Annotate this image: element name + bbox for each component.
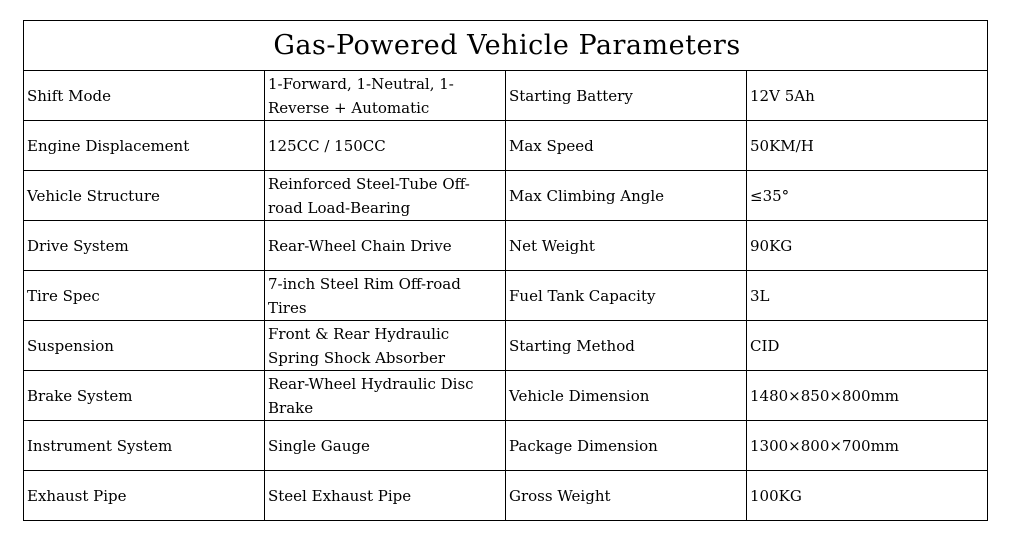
param-label-cell <box>24 421 265 471</box>
param-value-cell <box>747 71 988 121</box>
table-row <box>24 421 988 471</box>
param-value-cell-text: 50KM/H <box>750 136 814 155</box>
param-value-cell-text: Rear-Wheel Hydraulic Disc Brake <box>268 374 474 417</box>
param-label-cell-text: Shift Mode <box>27 86 111 105</box>
param-label-cell-text: Gross Weight <box>509 486 611 505</box>
param-value-cell <box>265 471 506 521</box>
param-value-cell <box>747 421 988 471</box>
param-value-cell-text: 1300×800×700mm <box>750 436 900 455</box>
param-label-cell <box>506 321 747 371</box>
table-row <box>24 71 988 121</box>
param-label-cell <box>506 121 747 171</box>
param-value-cell <box>265 421 506 471</box>
param-value-cell-text: Single Gauge <box>268 436 370 455</box>
param-value-cell <box>747 321 988 371</box>
param-label-cell-text: Drive System <box>27 236 129 255</box>
param-label-cell-text: Vehicle Structure <box>27 186 160 205</box>
table-row <box>24 121 988 171</box>
table-body <box>24 21 988 521</box>
table-row <box>24 271 988 321</box>
param-label-cell <box>24 471 265 521</box>
param-value-cell-text: 100KG <box>750 486 802 505</box>
param-value-cell <box>265 221 506 271</box>
param-value-cell <box>265 321 506 371</box>
param-label-cell <box>24 171 265 221</box>
param-value-cell-text: Rear-Wheel Chain Drive <box>268 236 452 255</box>
param-label-cell-text: Max Speed <box>509 136 594 155</box>
param-label-cell <box>506 221 747 271</box>
param-label-cell-text: Instrument System <box>27 436 173 455</box>
param-label-cell-text: Suspension <box>27 336 114 355</box>
param-value-cell-text: Steel Exhaust Pipe <box>268 486 412 505</box>
param-value-cell-text: 12V 5Ah <box>750 86 815 105</box>
table-row <box>24 371 988 421</box>
param-value-cell-text: 7-inch Steel Rim Off-road Tires <box>268 274 461 317</box>
param-label-cell-text: Net Weight <box>509 236 595 255</box>
param-value-cell-text: 1-Forward, 1-Neutral, 1-Reverse + Automatic <box>268 74 454 117</box>
param-label-cell-text: Fuel Tank Capacity <box>509 286 656 305</box>
param-value-cell-text: 1480×850×800mm <box>750 386 900 405</box>
param-value-cell-text: 125CC / 150CC <box>268 136 386 155</box>
param-value-cell-text: Front & Rear Hydraulic Spring Shock Absorber <box>268 324 450 367</box>
param-value-cell-text: 3L <box>750 286 770 305</box>
param-label-cell-text: Starting Battery <box>509 86 633 105</box>
param-value-cell <box>265 271 506 321</box>
param-label-cell <box>24 71 265 121</box>
param-label-cell <box>506 371 747 421</box>
param-label-cell <box>506 171 747 221</box>
table-row <box>24 471 988 521</box>
param-value-cell <box>747 121 988 171</box>
param-value-cell <box>747 271 988 321</box>
param-value-cell <box>747 371 988 421</box>
table-title: Gas-Powered Vehicle Parameters <box>24 21 988 71</box>
param-label-cell <box>24 271 265 321</box>
param-label-cell-text: Max Climbing Angle <box>509 186 665 205</box>
param-label-cell-text: Brake System <box>27 386 133 405</box>
param-label-cell <box>506 471 747 521</box>
param-label-cell <box>24 221 265 271</box>
param-value-cell <box>265 71 506 121</box>
table-row <box>24 321 988 371</box>
param-value-cell <box>265 371 506 421</box>
param-label-cell-text: Exhaust Pipe <box>27 486 127 505</box>
param-label-cell <box>506 421 747 471</box>
param-label-cell-text: Tire Spec <box>27 286 100 305</box>
param-label-cell <box>24 121 265 171</box>
param-value-cell <box>265 171 506 221</box>
param-value-cell <box>747 221 988 271</box>
param-value-cell-text: ≤35° <box>750 186 790 205</box>
param-value-cell-text: 90KG <box>750 236 793 255</box>
param-label-cell-text: Starting Method <box>509 336 635 355</box>
param-value-cell <box>747 171 988 221</box>
param-value-cell-text: Reinforced Steel-Tube Off-road Load-Bearing <box>268 174 470 217</box>
param-label-cell-text: Vehicle Dimension <box>509 386 650 405</box>
param-label-cell <box>24 371 265 421</box>
param-label-cell-text: Engine Displacement <box>27 136 190 155</box>
param-value-cell <box>265 121 506 171</box>
title-row <box>24 21 988 71</box>
table-row <box>24 221 988 271</box>
param-label-cell <box>506 71 747 121</box>
param-value-cell-text: CID <box>750 336 780 355</box>
param-label-cell <box>506 271 747 321</box>
param-label-cell <box>24 321 265 371</box>
param-label-cell-text: Package Dimension <box>509 436 658 455</box>
param-value-cell <box>747 471 988 521</box>
vehicle-parameters-table <box>23 20 988 521</box>
table-row <box>24 171 988 221</box>
